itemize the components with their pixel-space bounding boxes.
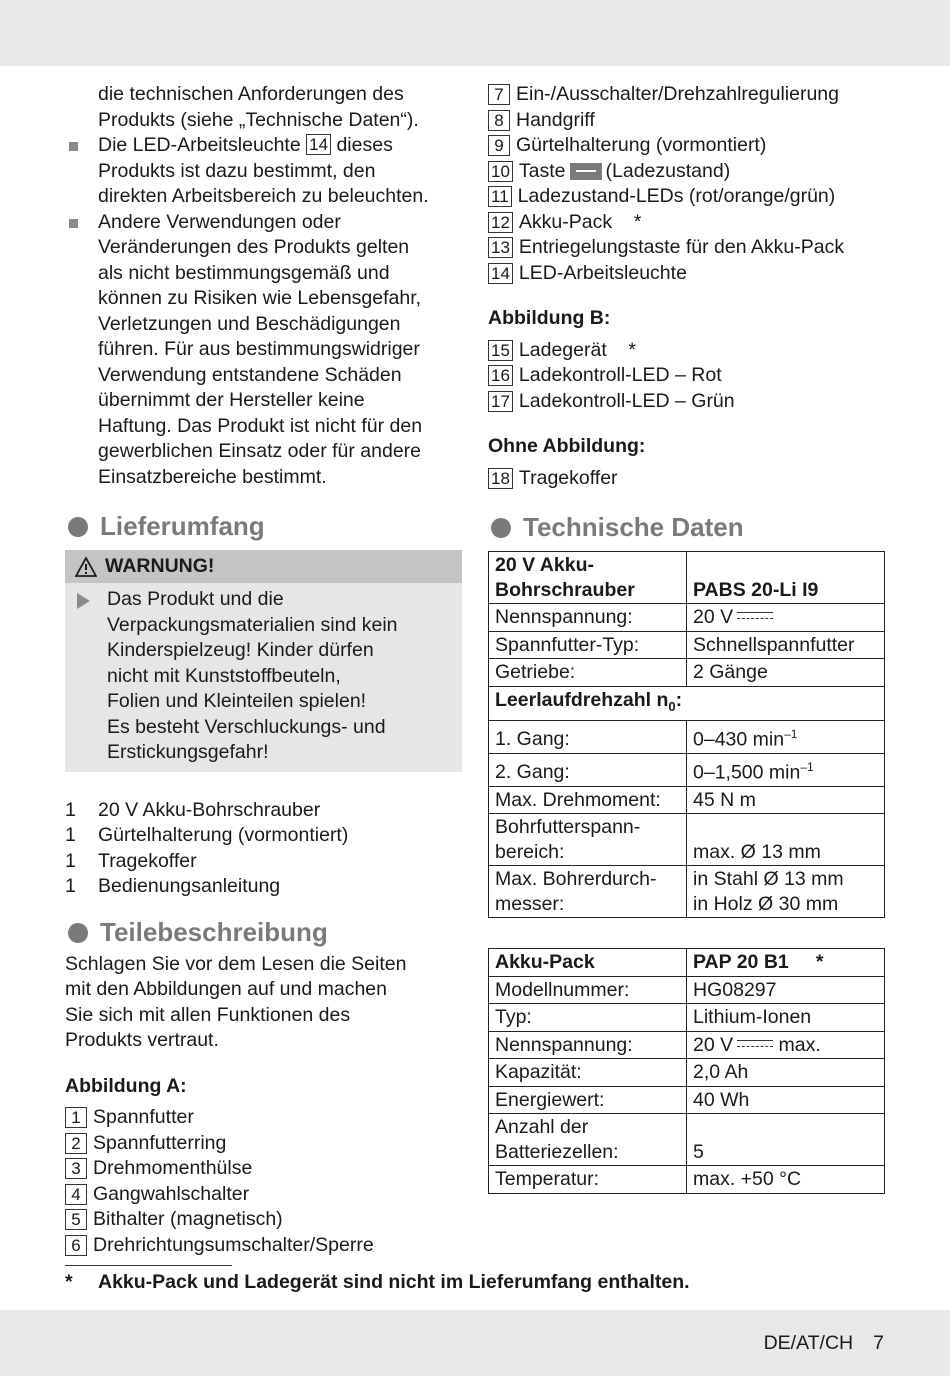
dc-symbol-icon bbox=[737, 1039, 773, 1049]
section-heading-lieferumfang: Lieferumfang bbox=[65, 510, 465, 544]
list-item: 5 Bithalter (magnetisch) bbox=[65, 1207, 465, 1233]
section-heading-teilebeschreibung: Teilebeschreibung bbox=[65, 916, 465, 950]
part-number-box: 11 bbox=[488, 186, 512, 207]
abbildung-b-heading: Abbildung B: bbox=[488, 307, 611, 329]
table-row: Nennspannung: 20 V bbox=[489, 604, 885, 632]
list-item: 6 Drehrichtungsumschalter/Sperre bbox=[65, 1233, 465, 1259]
list-item: 10 Taste (Ladezustand) bbox=[488, 159, 888, 185]
parts-list-c bbox=[488, 466, 888, 492]
part-number-box: 2 bbox=[65, 1133, 87, 1154]
table-row: Temperatur: max. +50 °C bbox=[489, 1166, 885, 1194]
part-number-box: 18 bbox=[488, 468, 513, 489]
part-number-box: 13 bbox=[488, 237, 513, 258]
table-row: Max. Drehmoment: 45 N m bbox=[489, 786, 885, 814]
part-number-box: 6 bbox=[65, 1235, 87, 1256]
table-row: Modellnummer: HG08297 bbox=[489, 976, 885, 1004]
part-number-box: 12 bbox=[488, 212, 513, 233]
list-item: 16 Ladekontroll-LED – Rot bbox=[488, 363, 888, 389]
page-footer bbox=[764, 1331, 884, 1357]
part-number-box: 17 bbox=[488, 391, 513, 412]
list-item: 13 Entriegelungstaste für den Akku-Pack bbox=[488, 235, 888, 261]
list-item: 3 Drehmomenthülse bbox=[65, 1156, 465, 1182]
warning-box bbox=[65, 550, 462, 772]
parts-list-a bbox=[65, 1105, 465, 1258]
part-number-box: 1 bbox=[65, 1107, 87, 1128]
list-item: 12 Akku-Pack * bbox=[488, 210, 888, 236]
list-item: 9 Gürtelhalterung (vormontiert) bbox=[488, 133, 888, 159]
list-item: 11 Ladezustand-LEDs (rot/orange/grün) bbox=[488, 184, 888, 210]
part-number-box: 14 bbox=[488, 263, 513, 284]
table-row: Akku-Pack PAP 20 B1 * bbox=[489, 949, 885, 977]
footnote-rule bbox=[65, 1265, 232, 1266]
part-number-box: 10 bbox=[488, 161, 513, 182]
part-number-box: 4 bbox=[65, 1184, 87, 1205]
part-number-box: 14 bbox=[306, 134, 331, 155]
list-item: 1 Bedienungsanleitung bbox=[65, 875, 281, 897]
section-dot-icon bbox=[68, 517, 88, 537]
table-row: 2. Gang: 0–1,500 $\min^{-1}$ bbox=[489, 753, 885, 786]
table-row: 1. Gang: 0–430 $\min^{-1}$ bbox=[489, 720, 885, 753]
list-item: 15 Ladegerät * bbox=[488, 338, 888, 364]
dc-symbol-icon bbox=[737, 611, 773, 621]
list-item: 8 Handgriff bbox=[488, 108, 888, 134]
list-item: 18 Tragekoffer bbox=[488, 466, 888, 492]
table-row: Energiewert: 40 Wh bbox=[489, 1086, 885, 1114]
list-item: 1 Gürtelhalterung (vormontiert) bbox=[65, 824, 349, 846]
footnote: * Akku-Pack und Ladegerät sind nicht im Lieferumfang enthalten. bbox=[65, 1271, 690, 1293]
intro-continuation: die technischen Anforderungen des Produkts (siehe „Technische Daten“). bbox=[98, 83, 419, 131]
table-row: Getriebe: 2 Gänge bbox=[489, 659, 885, 687]
list-item: 1 Spannfutter bbox=[65, 1105, 465, 1131]
table-row: Kapazität: 2,0 Ah bbox=[489, 1059, 885, 1087]
left-column bbox=[65, 82, 465, 1258]
right-column bbox=[488, 82, 888, 1194]
ohne-abbildung-heading: Ohne Abbildung: bbox=[488, 435, 646, 457]
parts-list-b bbox=[488, 338, 888, 415]
warning-triangle-icon bbox=[75, 557, 97, 577]
part-number-box: 3 bbox=[65, 1158, 87, 1179]
table-row: Spannfutter-Typ: Schnellspannfutter bbox=[489, 631, 885, 659]
part-number-box: 8 bbox=[488, 110, 510, 131]
arrow-right-icon bbox=[77, 593, 90, 609]
part-number-box: 16 bbox=[488, 365, 513, 386]
table-row: Bohrfutterspann- bereich: max. Ø 13 mm bbox=[489, 814, 885, 866]
list-item: 1 Tragekoffer bbox=[65, 849, 197, 872]
list-item: 2 Spannfutterring bbox=[65, 1131, 465, 1157]
section-dot-icon bbox=[68, 923, 88, 943]
list-item: 7 Ein-/Ausschalter/Drehzahlregulierung bbox=[488, 82, 888, 108]
abbildung-a-heading: Abbildung A: bbox=[65, 1074, 187, 1097]
part-number-box: 15 bbox=[488, 340, 513, 361]
table-row: Max. Bohrerdurch- messer: in Stahl Ø 13 mm in Holz Ø 30 mm bbox=[489, 866, 885, 918]
scope-list bbox=[65, 798, 465, 900]
spec-table-drill bbox=[488, 551, 885, 918]
table-row: Typ: Lithium-Ionen bbox=[489, 1004, 885, 1032]
list-item: 14 LED-Arbeitsleuchte bbox=[488, 261, 888, 287]
region-label: DE/AT/CH bbox=[763, 1332, 854, 1354]
page-number: 7 bbox=[873, 1332, 884, 1354]
section-heading-technische-daten: Technische Daten bbox=[488, 511, 888, 545]
bullet-other-uses: Andere Verwendungen oder Veränderungen des Produkts gelten als nicht bestimmungsgemäß und können zu Risiken wie Lebensgefahr, Verletzungen und Beschädigungen führen. Für aus bestimmungswidriger Verwendung entstandene Schäden übernimmt der Hersteller keine Haftung. Das Produkt ist nicht für den gewerblichen Einsatz oder für andere Einsatzbereiche bestimmt. bbox=[65, 210, 465, 491]
parts-list-a-continued bbox=[488, 82, 888, 286]
warning-title: WARNUNG! bbox=[65, 550, 462, 583]
section-dot-icon bbox=[491, 518, 511, 538]
part-number-box: 9 bbox=[488, 135, 510, 156]
list-item: 4 Gangwahlschalter bbox=[65, 1182, 465, 1208]
table-row: Nennspannung: 20 V max. bbox=[489, 1031, 885, 1059]
part-number-box: 7 bbox=[488, 84, 510, 105]
bullet-square-icon bbox=[69, 219, 78, 228]
list-item: 1 20 V Akku-Bohrschrauber bbox=[65, 798, 321, 821]
header-band bbox=[0, 0, 950, 66]
bullet-square-icon bbox=[69, 142, 78, 151]
part-number-box: 5 bbox=[65, 1209, 87, 1230]
bullet-led-purpose: Die LED-Arbeitsleuchte 14 dieses Produkts ist dazu bestimmt, den direkten Arbeitsbereich zu beleuchten. bbox=[65, 133, 465, 210]
list-item: 17 Ladekontroll-LED – Grün bbox=[488, 389, 888, 415]
table-row: 20 V Akku- Bohrschrauber PABS 20-Li I9 bbox=[489, 552, 885, 604]
teile-intro: Schlagen Sie vor dem Lesen die Seiten mit den Abbildungen auf und machen Sie sich mit allen Funktionen des Produkts vertraut. bbox=[65, 952, 407, 1051]
charge-status-key-icon bbox=[570, 163, 602, 180]
table-row: Anzahl der Batteriezellen: 5 bbox=[489, 1114, 885, 1166]
warning-text: Das Produkt und die Verpackungsmaterialien sind kein Kinderspielzeug! Kinder dürfen nicht mit Kunststoffbeuteln, Folien und Kleinteilen spielen! Es besteht Verschluckungs- und Erstickungsgefahr! bbox=[65, 583, 462, 772]
spec-table-battery bbox=[488, 948, 885, 1194]
table-row: Leerlaufdrehzahl $n_0$: bbox=[489, 686, 885, 720]
